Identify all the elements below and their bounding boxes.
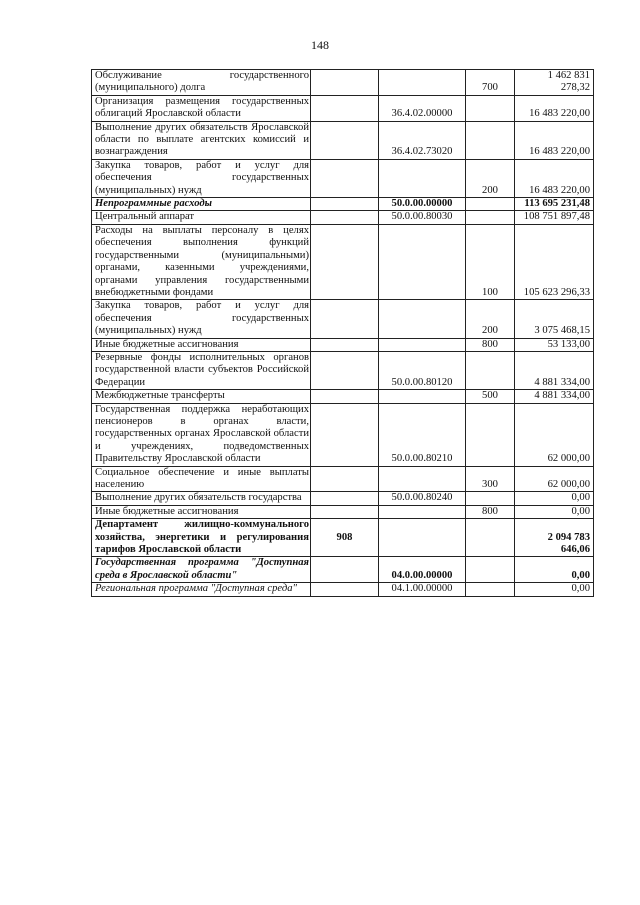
row-expense-type-cell (466, 557, 515, 583)
row-sum-cell: 0,00 (515, 583, 594, 596)
row-department-cell (311, 505, 379, 518)
row-name-cell (92, 519, 311, 557)
row-code-cell: 50.0.00.80210 (379, 403, 466, 466)
row-department-cell (311, 224, 379, 299)
row-name-text: Государственная поддержка неработающих пенсионеров в органах власти, государственных органах Ярославской области и учреждениях, подведомственных Правительству Ярославской области (95, 403, 309, 465)
table-row (92, 159, 594, 197)
row-sum-cell: 1 462 831 278,32 (515, 70, 594, 96)
row-name-text: Резервные фонды исполнительных органов государственной власти субъектов Российской Федерации (95, 351, 309, 388)
row-expense-type-cell: 700 (466, 70, 515, 96)
row-name-cell (92, 198, 311, 211)
row-name-text: Закупка товаров, работ и услуг для обеспечения государственных (муниципальных) нужд (95, 300, 309, 337)
row-sum-cell: 113 695 231,48 (515, 198, 594, 211)
row-department-cell (311, 198, 379, 211)
row-code-cell (379, 338, 466, 351)
row-expense-type-cell (466, 95, 515, 121)
row-sum-cell: 53 133,00 (515, 338, 594, 351)
table-row (92, 198, 594, 211)
table-row (92, 466, 594, 492)
row-name-cell (92, 505, 311, 518)
row-department-cell (311, 351, 379, 389)
row-name-text: Государственная программа "Доступная среда в Ярославской области" (95, 557, 309, 581)
row-expense-type-cell: 800 (466, 505, 515, 518)
row-name-cell (92, 95, 311, 121)
row-sum-cell: 4 881 334,00 (515, 390, 594, 403)
row-expense-type-cell (466, 492, 515, 505)
table-row (92, 390, 594, 403)
table-row (92, 583, 594, 596)
row-sum-cell: 0,00 (515, 492, 594, 505)
row-sum-cell: 0,00 (515, 505, 594, 518)
row-department-cell (311, 492, 379, 505)
row-code-cell (379, 224, 466, 299)
row-name-cell (92, 351, 311, 389)
row-department-cell (311, 121, 379, 159)
table-row (92, 403, 594, 466)
row-code-cell: 36.4.02.00000 (379, 95, 466, 121)
row-name-text: Выполнение других обязательств государства (95, 492, 302, 504)
row-name-text: Организация размещения государственных облигаций Ярославской области (95, 95, 309, 120)
row-sum-cell: 62 000,00 (515, 466, 594, 492)
table-row (92, 121, 594, 159)
row-name-text: Департамент жилищно-коммунального хозяйства, энергетики и регулирования тарифов Ярославской области (95, 519, 309, 556)
row-department-cell (311, 583, 379, 596)
row-expense-type-cell: 800 (466, 338, 515, 351)
table-row (92, 351, 594, 389)
row-sum-cell: 105 623 296,33 (515, 224, 594, 299)
row-department-cell (311, 557, 379, 583)
row-name-text: Социальное обеспечение и иные выплаты населению (95, 466, 309, 490)
row-name-cell (92, 159, 311, 197)
row-sum-cell: 16 483 220,00 (515, 159, 594, 197)
row-name-cell (92, 211, 311, 224)
row-sum-cell: 4 881 334,00 (515, 351, 594, 389)
table-row (92, 492, 594, 505)
row-name-cell (92, 583, 311, 596)
row-code-cell: 36.4.02.73020 (379, 121, 466, 159)
table-row (92, 505, 594, 518)
table-row (92, 338, 594, 351)
row-code-cell: 50.0.00.80120 (379, 351, 466, 389)
row-department-cell (311, 390, 379, 403)
row-expense-type-cell (466, 198, 515, 211)
row-department-cell (311, 70, 379, 96)
row-department-cell (311, 338, 379, 351)
row-expense-type-cell: 200 (466, 300, 515, 338)
page-number: 148 (311, 38, 329, 52)
row-expense-type-cell: 200 (466, 159, 515, 197)
row-department-cell (311, 403, 379, 466)
row-sum-cell: 16 483 220,00 (515, 95, 594, 121)
row-sum-cell: 3 075 468,15 (515, 300, 594, 338)
row-name-cell (92, 300, 311, 338)
row-name-cell (92, 390, 311, 403)
row-code-cell (379, 300, 466, 338)
row-expense-type-cell (466, 403, 515, 466)
row-code-cell: 04.0.00.00000 (379, 557, 466, 583)
row-expense-type-cell: 300 (466, 466, 515, 492)
row-name-text: Региональная программа "Доступная среда" (95, 583, 297, 595)
row-sum-cell: 16 483 220,00 (515, 121, 594, 159)
row-name-text: Иные бюджетные ассигнования (95, 505, 239, 517)
table-row (92, 95, 594, 121)
row-name-text: Выполнение других обязательств Ярославской области по выплате агентских комиссий и вознаграждения (95, 121, 309, 158)
row-department-cell (311, 466, 379, 492)
row-name-text: Закупка товаров, работ и услуг для обеспечения государственных (муниципальных) нужд (95, 159, 309, 196)
table-body (92, 70, 594, 597)
row-department-cell (311, 95, 379, 121)
row-sum-cell: 62 000,00 (515, 403, 594, 466)
row-name-text: Обслуживание государственного (муниципального) долга (95, 70, 309, 94)
budget-table (91, 69, 594, 597)
row-department-cell (311, 159, 379, 197)
row-code-cell (379, 505, 466, 518)
row-sum-cell: 2 094 783 646,06 (515, 519, 594, 557)
row-expense-type-cell: 100 (466, 224, 515, 299)
row-sum-cell: 0,00 (515, 557, 594, 583)
row-code-cell (379, 159, 466, 197)
row-name-cell (92, 466, 311, 492)
row-name-cell (92, 338, 311, 351)
row-name-text: Расходы на выплаты персоналу в целях обеспечения выполнения функций государственными (муниципальными) органами, казенными учреждениями, органами управления государственными внебюджетными фондами (95, 224, 309, 298)
row-name-cell (92, 492, 311, 505)
table-row (92, 300, 594, 338)
table-row (92, 211, 594, 224)
row-sum-cell: 108 751 897,48 (515, 211, 594, 224)
row-expense-type-cell: 500 (466, 390, 515, 403)
row-code-cell (379, 390, 466, 403)
row-name-cell (92, 557, 311, 583)
row-code-cell (379, 70, 466, 96)
row-code-cell: 04.1.00.00000 (379, 583, 466, 596)
row-department-cell (311, 211, 379, 224)
row-name-cell (92, 70, 311, 96)
row-name-text: Непрограммные расходы (95, 198, 212, 210)
row-name-cell (92, 403, 311, 466)
row-code-cell (379, 519, 466, 557)
row-code-cell: 50.0.00.80030 (379, 211, 466, 224)
row-code-cell: 50.0.00.00000 (379, 198, 466, 211)
row-name-text: Центральный аппарат (95, 211, 195, 223)
table-row (92, 70, 594, 96)
row-expense-type-cell (466, 211, 515, 224)
table-row (92, 557, 594, 583)
row-expense-type-cell (466, 583, 515, 596)
table-row (92, 224, 594, 299)
row-department-cell (311, 300, 379, 338)
row-expense-type-cell (466, 121, 515, 159)
row-code-cell (379, 466, 466, 492)
row-name-text: Межбюджетные трансферты (95, 390, 225, 402)
row-name-cell (92, 224, 311, 299)
row-code-cell: 50.0.00.80240 (379, 492, 466, 505)
row-expense-type-cell (466, 351, 515, 389)
table-row (92, 519, 594, 557)
row-name-text: Иные бюджетные ассигнования (95, 338, 239, 350)
row-name-cell (92, 121, 311, 159)
row-expense-type-cell (466, 519, 515, 557)
row-department-cell: 908 (311, 519, 379, 557)
